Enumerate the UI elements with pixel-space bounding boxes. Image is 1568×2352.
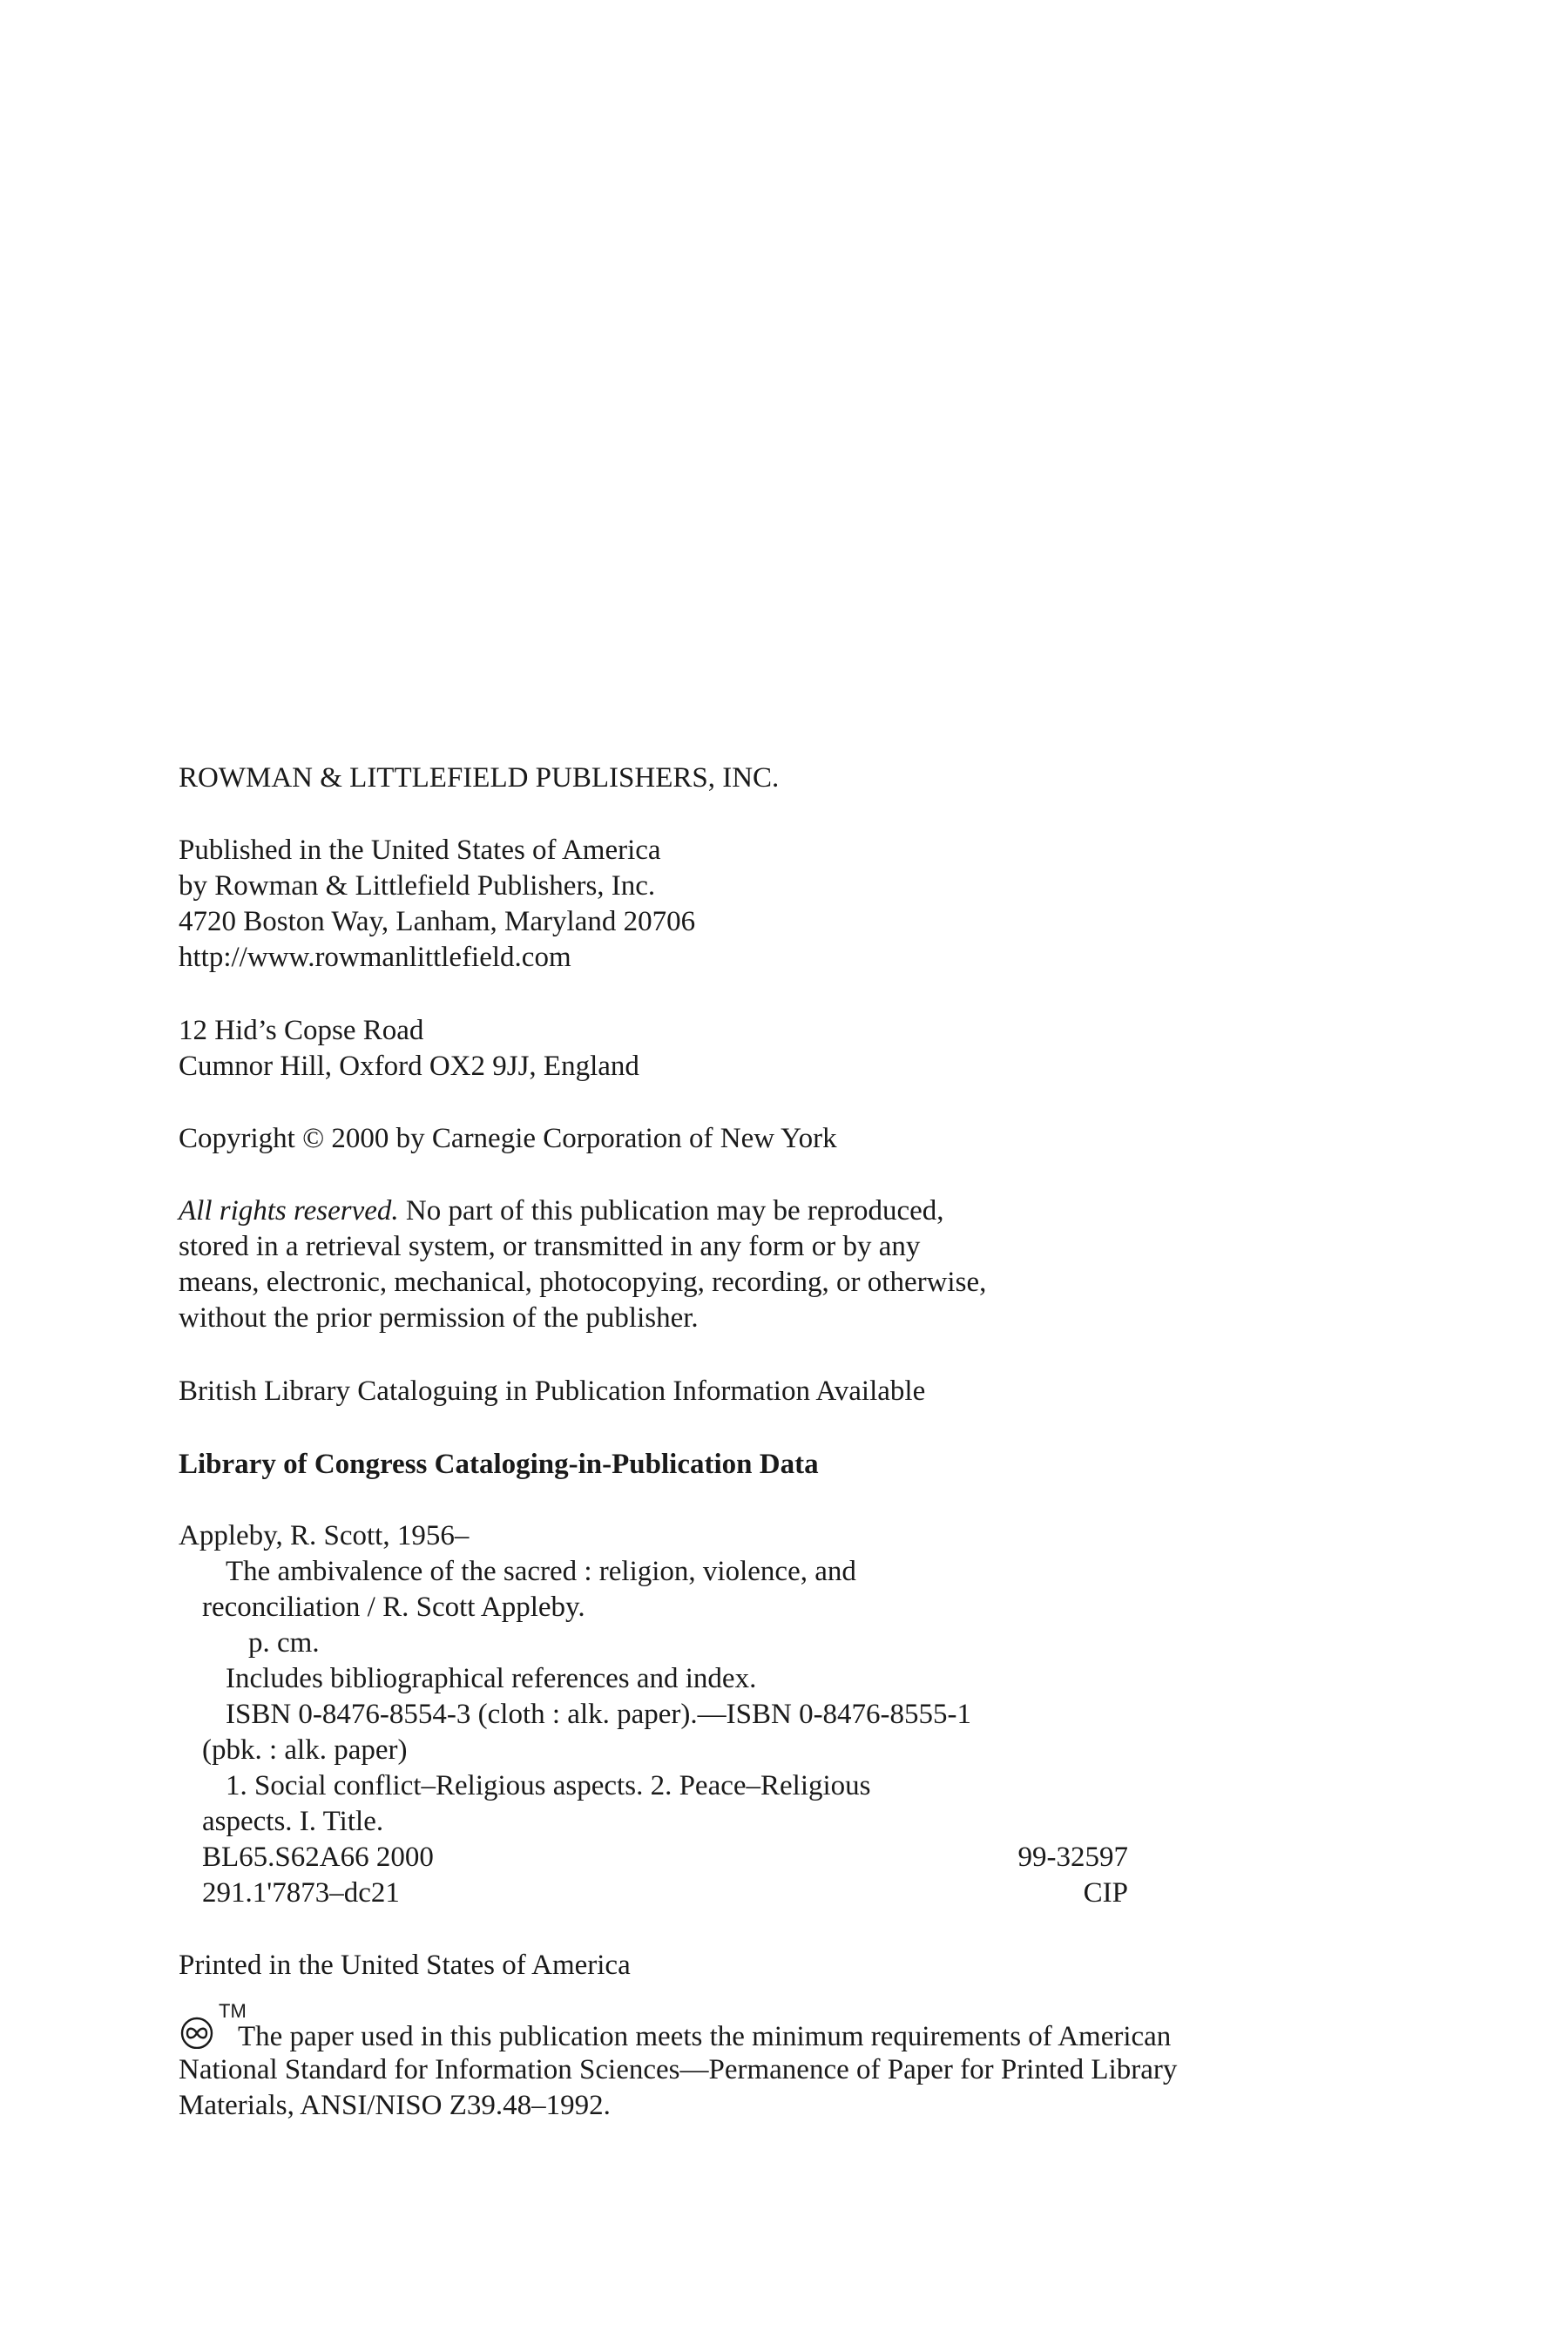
publisher-url: http://www.rowmanlittlefield.com	[179, 942, 571, 973]
cip-lccn: 99-32597	[1017, 1842, 1128, 1873]
infinity-paper-icon	[179, 2000, 247, 2049]
cip-isbn-line-2: (pbk. : alk. paper)	[202, 1734, 408, 1766]
cip-title-line-1: The ambivalence of the sacred : religion, violence, and	[226, 1556, 856, 1587]
copyright-notice: Copyright © 2000 by Carnegie Corporation of New York	[179, 1123, 837, 1154]
cip-isbn-line-1: ISBN 0-8476-8554-3 (cloth : alk. paper).—ISBN 0-8476-8555-1	[226, 1699, 972, 1730]
uk-address-line-2: Cumnor Hill, Oxford OX2 9JJ, England	[179, 1051, 639, 1082]
us-address-line-3: 4720 Boston Way, Lanham, Maryland 20706	[179, 906, 696, 937]
trademark-mark: TM	[219, 2000, 247, 2022]
uk-address-line-1: 12 Hid’s Copse Road	[179, 1015, 424, 1046]
infinity-circle-icon	[179, 2014, 215, 2049]
rights-line-1-text: No part of this publication may be reproduced,	[398, 1195, 944, 1227]
us-address-line-1: Published in the United States of America	[179, 835, 661, 866]
cip-subjects-line-1: 1. Social conflict–Religious aspects. 2. Peace–Religious	[226, 1770, 871, 1801]
paper-notice-text-1: The paper used in this publication meets the minimum requirements of American	[238, 2021, 1172, 2052]
paper-notice-line-3: Materials, ANSI/NISO Z39.48–1992.	[179, 2090, 611, 2121]
copyright-page	[179, 0, 1433, 2352]
cip-pcm: p. cm.	[248, 1627, 320, 1659]
cip-label: CIP	[1083, 1877, 1128, 1909]
cip-lc-class: BL65.S62A66 2000	[202, 1842, 434, 1873]
paper-notice-line-2: National Standard for Information Sciences—Permanence of Paper for Printed Library	[179, 2054, 1178, 2085]
cip-dewey: 291.1'7873–dc21	[202, 1877, 400, 1909]
us-address-line-2: by Rowman & Littlefield Publishers, Inc.	[179, 870, 656, 902]
paper-notice-line-1	[179, 2000, 1172, 2054]
publisher-name: ROWMAN & LITTLEFIELD PUBLISHERS, INC.	[179, 762, 780, 794]
cip-title-line-2: reconciliation / R. Scott Appleby.	[202, 1592, 585, 1623]
rights-line-3: means, electronic, mechanical, photocopying, recording, or otherwise,	[179, 1267, 987, 1298]
rights-line-2: stored in a retrieval system, or transmitted in any form or by any	[179, 1231, 921, 1262]
cip-subjects-line-2: aspects. I. Title.	[202, 1806, 384, 1837]
rights-line-4: without the prior permission of the publisher.	[179, 1302, 699, 1334]
cip-author: Appleby, R. Scott, 1956–	[179, 1520, 470, 1551]
printed-notice: Printed in the United States of America	[179, 1950, 631, 1981]
rights-line-1	[179, 1193, 944, 1228]
british-library-notice: British Library Cataloguing in Publication Information Available	[179, 1375, 926, 1407]
rights-lead: All rights reserved.	[179, 1195, 399, 1227]
cip-includes: Includes bibliographical references and index.	[226, 1663, 757, 1694]
loc-cip-heading: Library of Congress Cataloging-in-Publication Data	[179, 1449, 819, 1480]
